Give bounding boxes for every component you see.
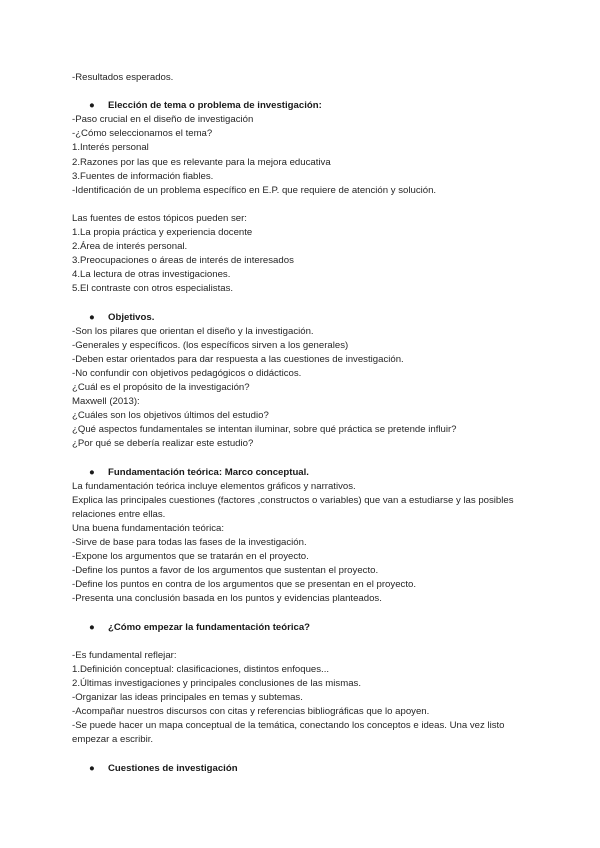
paragraph-spacer bbox=[72, 297, 532, 311]
text-line: Las fuentes de estos tópicos pueden ser: bbox=[72, 212, 247, 224]
section-heading bbox=[72, 466, 532, 480]
section-heading-text: Elección de tema o problema de investigación: bbox=[108, 100, 322, 112]
text-line: ¿Cuál es el propósito de la investigación? bbox=[72, 382, 250, 394]
paragraph-spacer bbox=[72, 748, 532, 762]
text-line: -Resultados esperados. bbox=[72, 72, 174, 83]
paragraph-spacer bbox=[72, 635, 532, 649]
text-line: -Define los puntos a favor de los argumentos que sustentan el proyecto. bbox=[72, 565, 379, 577]
bullet-icon: ● bbox=[89, 762, 95, 774]
text-line: relaciones entre ellas. bbox=[72, 508, 166, 520]
text-line: -No confundir con objetivos pedagógicos o didácticos. bbox=[72, 367, 302, 379]
section-heading bbox=[72, 99, 532, 113]
text-line: -Identificación de un problema específico en E.P. que requiere de atención y solución. bbox=[72, 184, 437, 196]
text-line: -¿Cómo seleccionamos el tema? bbox=[72, 128, 213, 140]
bullet-icon: ● bbox=[89, 621, 95, 633]
section-heading-text: Cuestiones de investigación bbox=[108, 762, 238, 774]
text-line: empezar a escribir. bbox=[72, 734, 154, 746]
text-line: -Presenta una conclusión basada en los puntos y evidencias planteados. bbox=[72, 593, 382, 605]
bullet-icon: ● bbox=[89, 100, 95, 112]
text-line: 3.Preocupaciones o áreas de interés de interesados bbox=[72, 255, 294, 267]
bullet-icon: ● bbox=[89, 466, 95, 478]
text-line: -Generales y específicos. (los específicos sirven a los generales) bbox=[72, 339, 349, 351]
section-heading-text: ¿Cómo empezar la fundamentación teórica? bbox=[108, 621, 311, 633]
section-heading-text: Objetivos. bbox=[108, 311, 155, 323]
text-line: 1.La propia práctica y experiencia docente bbox=[72, 227, 253, 239]
text-line: 1.Definición conceptual: clasificaciones, distintos enfoques... bbox=[72, 663, 330, 675]
text-line: -Define los puntos en contra de los argumentos que se presentan en el proyecto. bbox=[72, 579, 416, 591]
section-heading bbox=[72, 311, 532, 325]
section-heading-text: Fundamentación teórica: Marco conceptual. bbox=[108, 466, 309, 478]
text-line: -Se puede hacer un mapa conceptual de la temática, conectando los conceptos e ideas. Una vez listo bbox=[72, 720, 505, 732]
text-line: Explica las principales cuestiones (factores ,constructos o variables) que van a estudiarse y las posibles bbox=[72, 494, 514, 506]
text-line: 5.El contraste con otros especialistas. bbox=[72, 283, 234, 295]
text-line: La fundamentación teórica incluye elementos gráficos y narrativos. bbox=[72, 480, 356, 492]
text-line: 2.Razones por las que es relevante para la mejora educativa bbox=[72, 156, 331, 168]
paragraph-spacer bbox=[72, 607, 532, 621]
paragraph-spacer bbox=[72, 198, 532, 212]
text-line: ¿Cuáles son los objetivos últimos del estudio? bbox=[72, 410, 269, 422]
bullet-icon: ● bbox=[89, 311, 95, 323]
text-line: -Deben estar orientados para dar respuesta a las cuestiones de investigación. bbox=[72, 353, 404, 365]
section-heading bbox=[72, 762, 532, 776]
text-line: -Acompañar nuestros discursos con citas y referencias bibliográficas que lo apoyen. bbox=[72, 706, 430, 718]
text-line: 2.Últimas investigaciones y principales conclusiones de las mismas. bbox=[72, 678, 362, 690]
text-line: -Expone los argumentos que se tratarán en el proyecto. bbox=[72, 551, 309, 563]
text-line: -Son los pilares que orientan el diseño y la investigación. bbox=[72, 325, 314, 337]
text-line: 2.Área de interés personal. bbox=[72, 241, 188, 253]
document-body bbox=[72, 71, 532, 776]
text-line: -Es fundamental reflejar: bbox=[72, 649, 177, 661]
text-line: ¿Por qué se debería realizar este estudio? bbox=[72, 438, 254, 450]
text-line: -Paso crucial en el diseño de investigación bbox=[72, 114, 254, 126]
text-line: -Sirve de base para todas las fases de la investigación. bbox=[72, 537, 307, 549]
text-line: ¿Qué aspectos fundamentales se intentan iluminar, sobre qué práctica se pretende influir? bbox=[72, 424, 457, 436]
text-line: Una buena fundamentación teórica: bbox=[72, 523, 225, 534]
text-line: -Organizar las ideas principales en temas y subtemas. bbox=[72, 692, 303, 704]
section-heading bbox=[72, 621, 532, 635]
paragraph-spacer bbox=[72, 452, 532, 466]
text-line: 4.La lectura de otras investigaciones. bbox=[72, 269, 231, 281]
paragraph-spacer bbox=[72, 85, 532, 99]
text-line: 1.Interés personal bbox=[72, 142, 149, 154]
text-line: 3.Fuentes de información fiables. bbox=[72, 170, 214, 182]
text-line: Maxwell (2013): bbox=[72, 396, 140, 408]
